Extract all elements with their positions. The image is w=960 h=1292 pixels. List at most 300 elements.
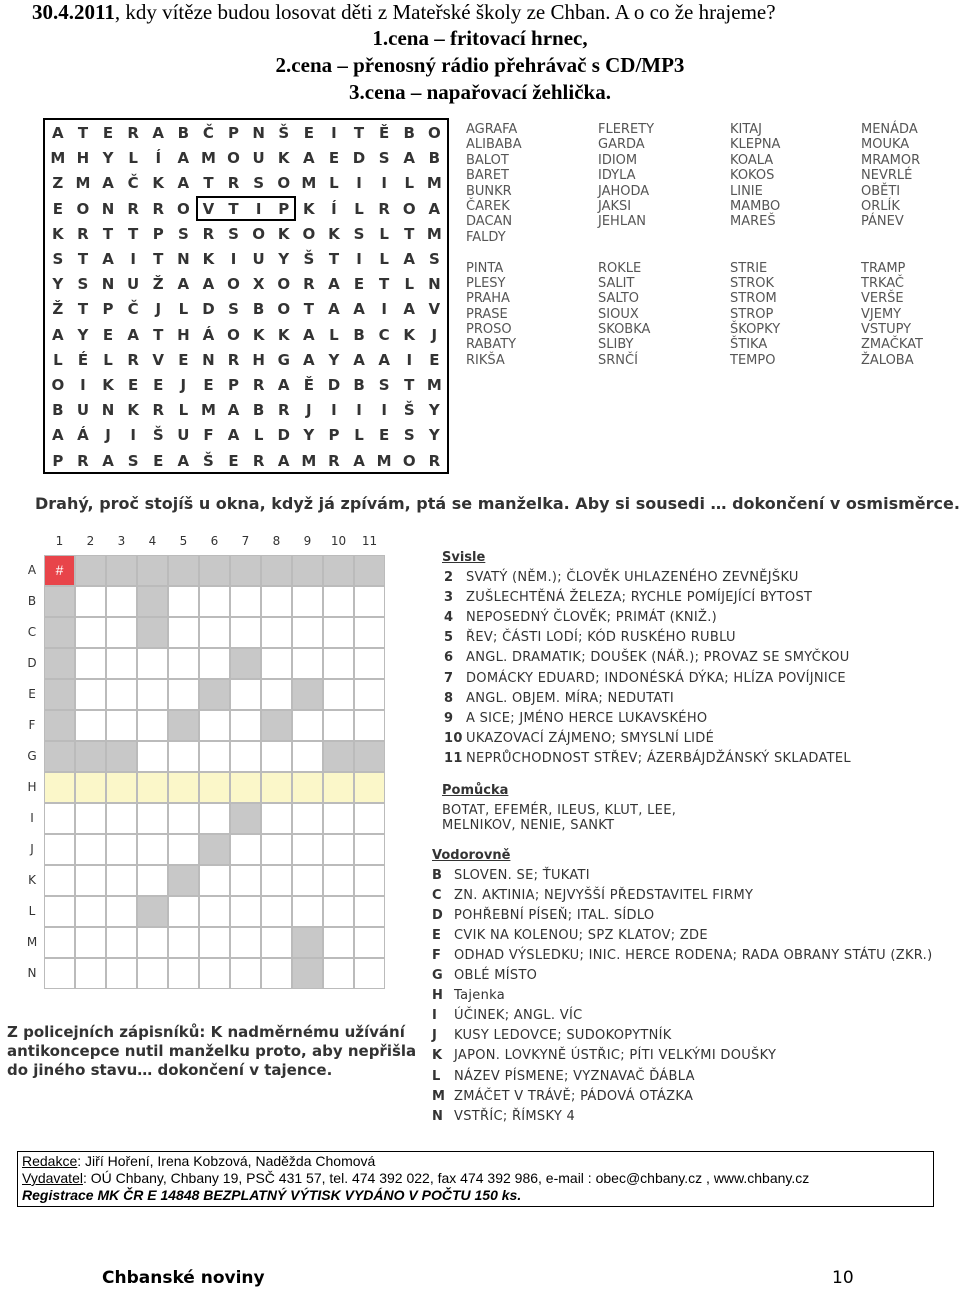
crossword-cell <box>106 586 137 617</box>
clue-key: H <box>432 988 444 1004</box>
word-list-column <box>466 122 522 368</box>
word-search-letter: Š <box>303 250 315 268</box>
clue-key: D <box>432 908 444 924</box>
word-search-letter: U <box>252 250 265 268</box>
word-search-letter: A <box>227 426 240 445</box>
word-search-letter: J <box>180 376 187 394</box>
word-search-letter: S <box>378 376 390 394</box>
word-search-letter: T <box>203 174 214 193</box>
word-search-row <box>45 398 447 423</box>
crossword-cell <box>323 679 354 710</box>
word-list-item: SLIBY <box>598 337 634 353</box>
crossword-cell <box>323 896 354 927</box>
crossword-cell <box>137 865 168 896</box>
word-search-letter: B <box>252 300 265 319</box>
crossword-cell <box>261 958 292 989</box>
crossword-cell <box>106 803 137 834</box>
word-search-letter: Š <box>203 451 214 470</box>
word-list-item <box>598 230 654 245</box>
clue-key: 8 <box>444 690 454 706</box>
word-search-letter: L <box>404 174 415 193</box>
crossword-cell <box>137 710 168 741</box>
crossword-cell <box>168 648 199 679</box>
word-search-letter: T <box>102 224 114 243</box>
clue-key: J <box>432 1028 438 1044</box>
crossword-row-letter: G <box>27 749 37 763</box>
crossword-block-cell <box>261 710 292 741</box>
word-search-letter: I <box>381 300 387 319</box>
crossword-column-number: 4 <box>148 534 157 548</box>
word-search-row <box>45 121 447 146</box>
clue-key: F <box>432 948 442 964</box>
word-list-item: MAREŠ <box>730 214 776 230</box>
crossword-block-cell <box>199 834 230 865</box>
clue-text: ANGL. OBJEM. MÍRA; NEDUTATI <box>466 690 674 706</box>
word-search-highlight-box <box>196 196 296 221</box>
word-search-letter: I <box>80 376 86 394</box>
word-search-letter: R <box>378 199 390 218</box>
crossword-cell <box>354 896 385 927</box>
word-search-letter: I <box>230 250 237 268</box>
word-search-row <box>45 449 447 474</box>
header-text: , kdy vítěze budou losovat děti z Mateřské školy ze Chban. A o co že hrajeme? <box>114 0 776 24</box>
word-search-letter: A <box>303 149 315 168</box>
crossword-column-number: 10 <box>330 534 347 548</box>
word-search-letter: K <box>127 401 139 420</box>
word-search-letter: A <box>52 325 64 344</box>
word-search-letter: L <box>404 275 415 294</box>
word-search-letter: A <box>328 300 340 319</box>
clue-text: ZUŠLECHTĚNÁ ŽELEZA; RYCHLE POMÍJEJÍCÍ BYTOST <box>466 590 813 606</box>
word-search-letter: L <box>354 426 364 445</box>
clue-text: DOMÁCKY EDUARD; INDONÉSKÁ DÝKA; HLÍZA POVÍJNICE <box>466 670 846 686</box>
crossword-column-number: 3 <box>117 534 126 548</box>
crossword-cell <box>199 927 230 958</box>
word-search-letter: N <box>428 275 441 294</box>
word-search-letter: A <box>227 401 240 420</box>
clue-item <box>444 731 714 746</box>
word-search-letter: V <box>202 199 215 218</box>
clue-key: G <box>432 968 443 984</box>
word-list-item: MOUKA <box>861 137 910 153</box>
clue-item <box>444 630 736 645</box>
word-list-item: JAHODA <box>598 183 650 199</box>
clue-text: NEPRŮCHODNOST STŘEV; ÁZERBÁJDŽÁNSKÝ SKLADATEL <box>466 750 851 766</box>
word-search-letter: O <box>402 451 416 470</box>
crossword-cell <box>323 865 354 896</box>
word-search-letter: R <box>328 451 340 470</box>
clue-item <box>432 1048 776 1063</box>
word-search-letter: B <box>252 401 265 420</box>
crossword-row-letter: K <box>28 873 36 887</box>
word-search-letter: Č <box>127 300 139 319</box>
crossword-cell <box>199 617 230 648</box>
word-search-letter: P <box>52 451 64 470</box>
crossword-cell <box>168 617 199 648</box>
crossword-row-letter: M <box>26 935 38 949</box>
crossword-cell <box>323 586 354 617</box>
clue-key: L <box>432 1068 441 1084</box>
word-search-letter: Ž <box>152 275 164 294</box>
word-search-letter: J <box>431 325 438 344</box>
word-search-letter: S <box>127 451 139 470</box>
crossword-secret-cell <box>44 772 75 803</box>
word-search-letter: Á <box>77 426 89 445</box>
crossword-block-cell <box>44 648 75 679</box>
crossword-cell <box>292 865 323 896</box>
crossword-block-cell <box>44 710 75 741</box>
word-search-letter: T <box>404 376 415 394</box>
word-list-item: ČAREK <box>466 198 510 214</box>
word-search-letter: N <box>202 350 215 369</box>
clue-item <box>442 818 614 833</box>
word-search-letter: Y <box>77 325 89 344</box>
word-list-item: TRKAČ <box>861 275 905 291</box>
crossword-cell <box>354 617 385 648</box>
crossword-block-cell <box>292 958 323 989</box>
crossword-cell <box>354 586 385 617</box>
word-search-letter: M <box>200 149 216 168</box>
word-search-letter: K <box>277 224 290 243</box>
word-search-letter: M <box>426 224 442 243</box>
clues-down-heading: Svisle <box>442 550 486 565</box>
word-search-letter: L <box>103 350 113 369</box>
clue-item <box>444 570 799 585</box>
word-search-letter: M <box>426 174 442 193</box>
word-search-letter: A <box>52 124 64 142</box>
clue-key: 6 <box>444 650 454 666</box>
crossword-cell <box>354 710 385 741</box>
clue-text: ZMÁČET V TRÁVĚ; PÁDOVÁ OTÁZKA <box>454 1088 694 1104</box>
word-search-letter: B <box>353 325 365 344</box>
word-search-letter: S <box>428 250 440 268</box>
word-search-letter: C <box>378 325 390 344</box>
word-list-item: MAMBO <box>730 198 781 214</box>
word-search-letter: A <box>353 451 365 470</box>
crossword-row-letter: B <box>27 594 37 608</box>
crossword-cell <box>44 865 75 896</box>
crossword-block-cell <box>230 648 261 679</box>
word-search-letter: K <box>102 376 114 394</box>
word-search-letter: L <box>379 224 389 243</box>
crossword-block-cell <box>354 741 385 772</box>
crossword-cell <box>199 896 230 927</box>
word-list-item: VSTUPY <box>861 322 912 338</box>
word-list-item <box>861 230 923 245</box>
word-search-letter: E <box>52 199 63 218</box>
word-search-letter: U <box>127 275 140 294</box>
word-search-letter: K <box>277 149 290 168</box>
crossword-secret-cell <box>261 772 292 803</box>
word-search-letter: K <box>152 174 165 193</box>
crossword-column-number: 1 <box>55 534 64 548</box>
crossword-cell <box>137 958 168 989</box>
crossword-block-cell <box>230 555 261 586</box>
crossword-cell <box>323 710 354 741</box>
word-search-letter: B <box>428 149 441 168</box>
word-search-letter: Ž <box>52 300 64 319</box>
crossword-cell <box>230 741 261 772</box>
crossword-block-cell <box>292 555 323 586</box>
crossword-cell <box>323 803 354 834</box>
crossword-cell <box>75 648 106 679</box>
crossword-cell <box>261 834 292 865</box>
word-list-item: IDYLA <box>598 168 636 184</box>
word-search-letter: A <box>403 149 416 168</box>
word-list-item: ŠKOPKY <box>730 322 781 338</box>
clue-text: A SICE; JMÉNO HERCE LUKAVSKÉHO <box>466 710 708 726</box>
word-search-letter: A <box>277 451 290 470</box>
word-search-letter: O <box>227 325 240 344</box>
word-list-item: IDIOM <box>598 152 638 168</box>
word-search-letter: I <box>381 174 387 193</box>
word-search-letter: R <box>127 199 139 218</box>
clues-across-heading: Vodorovně <box>432 848 511 863</box>
crossword-cell <box>292 586 323 617</box>
crossword-cell <box>137 648 168 679</box>
crossword-cell <box>261 586 292 617</box>
word-search-letter: I <box>406 350 413 369</box>
word-search-letter: A <box>303 325 315 344</box>
word-list-item: TEMPO <box>730 352 776 368</box>
crossword-cell <box>44 896 75 927</box>
word-list-item: ZMAČKAT <box>861 337 923 353</box>
clue-key: 2 <box>444 570 454 585</box>
word-search-letter: E <box>328 149 340 168</box>
clue-key: 5 <box>444 630 454 646</box>
crossword-row-letter: H <box>27 780 37 794</box>
word-search-letter: O <box>277 300 291 319</box>
word-search-letter: M <box>376 451 392 470</box>
crossword-cell <box>75 617 106 648</box>
word-search-row <box>45 297 447 322</box>
word-search-letter: G <box>277 350 290 369</box>
word-search-letter: U <box>76 401 90 420</box>
word-search-letter: Í <box>331 199 337 218</box>
word-search-letter: J <box>155 300 162 319</box>
word-search-letter: P <box>228 376 240 394</box>
crossword-title: Drahý, proč stojíš u okna, když já zpívám, ptá se manželka. Aby si sousedi … dokončení v osmisměrce. <box>35 494 960 513</box>
crossword-column-number: 5 <box>179 534 188 548</box>
crossword-cell <box>261 927 292 958</box>
clue-key: E <box>432 928 442 944</box>
crossword-cell <box>199 710 230 741</box>
word-search-letter: L <box>379 250 389 268</box>
word-search-letter: A <box>152 124 165 142</box>
word-search-letter: R <box>202 224 215 243</box>
clue-text: NEPOSEDNÝ ČLOVĚK; PRIMÁT (KNIŽ.) <box>466 610 718 626</box>
word-search-letter: I <box>331 401 337 420</box>
crossword-cell <box>75 958 106 989</box>
word-list-item: AGRAFA <box>466 122 518 137</box>
crossword-block-cell <box>292 679 323 710</box>
word-list-item <box>730 245 780 260</box>
clue-item <box>432 988 505 1003</box>
crossword-cell <box>168 834 199 865</box>
crossword-cell <box>354 927 385 958</box>
crossword-row-letter: I <box>30 811 34 825</box>
word-search-letter: E <box>128 376 139 394</box>
crossword-cell <box>323 958 354 989</box>
word-list-column <box>598 122 654 368</box>
crossword-cell <box>230 896 261 927</box>
crossword-cell <box>354 679 385 710</box>
crossword-cell <box>323 927 354 958</box>
word-search-letter: Ě <box>303 376 314 394</box>
crossword-cell <box>261 648 292 679</box>
crossword-cell <box>75 834 106 865</box>
crossword-secret-cell <box>323 772 354 803</box>
clue-text: UKAZOVACÍ ZÁJMENO; SMYSLNÍ LIDÉ <box>466 730 715 746</box>
word-search-letter: K <box>252 325 265 344</box>
word-search-letter: Y <box>52 275 64 294</box>
word-list-item: ROKLE <box>598 260 642 276</box>
word-search-letter: L <box>128 149 138 168</box>
crossword-row-letter: J <box>30 842 34 856</box>
crossword-block-cell <box>168 555 199 586</box>
word-search-row <box>45 348 447 373</box>
prize-1: 1.cena – fritovací hrnec, <box>372 26 588 50</box>
word-search-letter: S <box>77 275 89 294</box>
crossword-block-cell <box>106 555 137 586</box>
crossword-secret-cell <box>137 772 168 803</box>
word-search-letter: B <box>403 124 415 142</box>
crossword-cell <box>168 586 199 617</box>
clue-item <box>432 1028 672 1043</box>
word-search-letter: L <box>178 401 189 420</box>
crossword-cell <box>168 896 199 927</box>
crossword-block-cell <box>44 679 75 710</box>
word-search-letter: O <box>402 199 416 218</box>
clue-key: 3 <box>444 590 454 606</box>
word-list-item: PINTA <box>466 260 504 276</box>
word-search-letter: P <box>228 124 240 142</box>
clue-key: 9 <box>444 710 454 726</box>
clue-item <box>432 908 654 923</box>
clue-text: CVIK NA KOLENOU; SPZ KLATOV; ZDE <box>454 928 708 944</box>
crossword-column-number: 11 <box>361 534 378 548</box>
word-search-letter: Y <box>428 401 440 420</box>
word-search-letter: A <box>177 275 190 294</box>
clue-item <box>442 803 676 818</box>
crossword-cell <box>137 927 168 958</box>
word-search-letter: S <box>228 300 239 319</box>
word-list-item: VJEMY <box>861 306 902 322</box>
word-search-letter: R <box>252 451 265 470</box>
crossword-row-letter: A <box>27 563 37 577</box>
word-search-letter: A <box>403 300 416 319</box>
header-line-1 <box>32 0 932 25</box>
word-search-letter: A <box>378 350 390 369</box>
imprint-vydavatel: Vydavatel: OÚ Chbany, Chbany 19, PSČ 431 57, tel. 474 392 022, fax 474 392 986, e-mail : obec@chbany.cz , www.chbany.cz <box>22 1170 810 1186</box>
clue-item <box>432 968 537 983</box>
word-list-item: SALTO <box>598 291 640 307</box>
crossword-cell <box>106 648 137 679</box>
clue-text: OBLÉ MÍSTO <box>454 968 538 984</box>
word-search-letter: E <box>203 376 214 394</box>
crossword-secret-cell <box>106 772 137 803</box>
word-search-letter: A <box>303 350 315 369</box>
word-search-letter: B <box>52 401 64 420</box>
word-list-item: RIKŠA <box>466 352 505 368</box>
crossword-cell <box>199 741 230 772</box>
word-list-item: BARET <box>466 168 509 184</box>
clue-key: 10 <box>444 730 463 746</box>
crossword-block-cell <box>137 617 168 648</box>
word-search-letter: L <box>354 199 364 218</box>
word-search-letter: K <box>52 224 64 243</box>
word-search-letter: R <box>152 401 165 420</box>
word-search-letter: V <box>152 350 165 369</box>
word-search-letter: F <box>203 426 214 445</box>
word-search-letter: S <box>228 224 239 243</box>
crossword-column-number: 9 <box>303 534 312 548</box>
word-list-item: ŽALOBA <box>861 352 914 368</box>
crossword-row-letter: L <box>28 904 36 918</box>
crossword-cell <box>292 834 323 865</box>
crossword-cell <box>106 617 137 648</box>
word-search-letter: D <box>277 426 290 445</box>
word-search-letter: E <box>153 376 164 394</box>
prize-3: 3.cena – napařovací žehlička. <box>349 80 611 104</box>
word-search-row <box>45 171 447 196</box>
crossword-cell <box>199 586 230 617</box>
crossword-row-letter: C <box>27 625 37 639</box>
word-search-letter: M <box>50 149 66 168</box>
crossword-secret-cell <box>354 772 385 803</box>
word-search-letter: O <box>302 224 316 243</box>
clue-text: ZN. AKTINIA; NEJVYŠŠÍ PŘEDSTAVITEL FIRMY <box>454 888 754 904</box>
clue-item <box>444 650 850 665</box>
word-search-letter: E <box>102 325 114 344</box>
word-search-letter: T <box>379 275 390 294</box>
clue-key: K <box>432 1048 443 1064</box>
crossword-cell <box>75 896 106 927</box>
word-search-letter: E <box>429 350 440 369</box>
crossword-block-cell <box>137 555 168 586</box>
crossword-cell <box>75 710 106 741</box>
word-search-letter: O <box>252 224 266 243</box>
clue-text: KUSY LEDOVCE; SUDOKOPYTNÍK <box>454 1028 672 1044</box>
crossword-cell <box>261 741 292 772</box>
crossword-cell <box>106 710 137 741</box>
crossword-secret-cell <box>168 772 199 803</box>
word-search-letter: S <box>253 174 265 193</box>
crossword-block-cell <box>199 555 230 586</box>
footer-title: Chbanské noviny <box>102 1268 265 1288</box>
clue-item <box>432 868 590 883</box>
clue-item <box>444 671 846 686</box>
word-search-letter: U <box>177 426 190 445</box>
word-search-row <box>45 323 447 348</box>
crossword-cell <box>230 927 261 958</box>
word-search-letter: D <box>352 149 366 168</box>
word-search-letter: A <box>177 174 190 193</box>
word-search-letter: M <box>301 451 317 470</box>
header-date: 30.4.2011 <box>32 0 115 24</box>
word-search-letter: Í <box>155 149 162 168</box>
crossword-cell <box>230 586 261 617</box>
crossword-cell <box>44 803 75 834</box>
word-list-item: GARDA <box>598 137 645 153</box>
word-search-letter: P <box>102 300 114 319</box>
word-search-letter: T <box>77 124 89 142</box>
crossword-cell <box>323 834 354 865</box>
word-list-item: SALIT <box>598 275 635 291</box>
word-search-letter: S <box>378 149 390 168</box>
word-list-item: STROP <box>730 306 774 322</box>
crossword-cell <box>292 803 323 834</box>
